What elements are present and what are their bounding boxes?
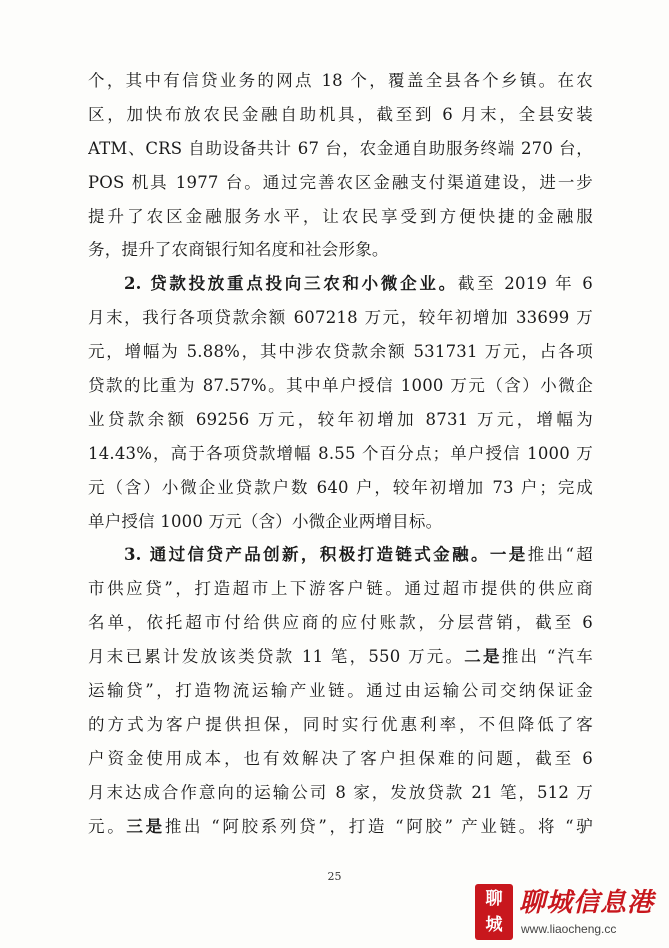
text-line (88, 606, 593, 640)
text-line (88, 403, 593, 437)
text-segment: 个，其中有信贷业务的网点 18 个，覆盖全县各个乡镇。在农 (88, 71, 593, 90)
text-line (88, 708, 593, 742)
text-line (88, 640, 593, 674)
text-line (88, 301, 593, 335)
text-line (88, 742, 593, 776)
text-segment: 务，提升了农商银行知名度和社会形象。 (88, 240, 389, 260)
text-segment: 名单，依托超市付给供应商的应付账款，分层营销，截至 6 (88, 613, 593, 633)
text-line (88, 369, 593, 403)
document-body (88, 64, 593, 843)
text-line (88, 776, 593, 810)
text-line (88, 505, 593, 539)
watermark-url: www.liaocheng.cc (521, 922, 617, 936)
section-heading-line (88, 267, 593, 301)
page-number: 25 (327, 870, 342, 883)
text-line (88, 233, 593, 267)
text-segment: 的方式为客户提供担保，同时实行优惠利率，不但降低了客 (88, 714, 593, 734)
section-heading-line (88, 538, 593, 572)
text-line (88, 437, 593, 471)
text-segment: 元。 (88, 816, 127, 836)
text-segment: 推出“超 (527, 545, 593, 565)
text-segment: 元（含）小微企业贷款户数 640 户，较年初增加 73 户；完成 (88, 477, 593, 497)
text-segment: 提升了农区金融服务水平，让农民享受到方便快捷的金融服 (88, 206, 593, 226)
text-line (88, 132, 593, 166)
text-segment: 市供应贷”，打造超市上下游客户链。通过超市提供的供应商 (88, 579, 593, 599)
watermark-seal: 聊 城 (475, 884, 513, 940)
text-line (88, 810, 593, 844)
bold-text-segment: 二是 (464, 647, 502, 667)
text-line (88, 572, 593, 606)
text-segment: 推出 “汽车 (501, 647, 593, 667)
text-line (88, 200, 593, 234)
text-segment: 月末已累计发放该类贷款 11 笔，550 万元。 (88, 647, 465, 667)
text-segment: 贷款的比重为 87.57%。其中单户授信 1000 万元（含）小微企 (88, 376, 593, 396)
text-segment: 业贷款余额 69256 万元，较年初增加 8731 万元，增幅为 (88, 409, 593, 429)
text-line (88, 674, 593, 708)
text-segment: 户资金使用成本，也有效解决了客户担保难的问题，截至 6 (88, 748, 593, 768)
text-segment: 14.43%，高于各项贷款增幅 8.55 个百分点；单户授信 1000 万 (88, 443, 593, 463)
text-segment: 运输贷”，打造物流运输产业链。通过由运输公司交纳保证金 (88, 681, 593, 701)
bold-text-segment: 三是 (126, 816, 165, 836)
text-line (88, 64, 593, 98)
text-line (88, 471, 593, 505)
watermark-logo-text: 聊城信息港 (519, 888, 655, 918)
text-segment: POS 机具 1977 台。通过完善农区金融支付渠道建设，进一步 (88, 172, 593, 192)
text-line (88, 98, 593, 132)
text-line (88, 166, 593, 200)
text-segment: 单户授信 1000 万元（含）小微企业两增目标。 (88, 511, 443, 531)
text-segment: 区，加快布放农民金融自助机具，截至到 6 月末，全县安装 (88, 104, 593, 124)
text-segment: 月末，我行各项贷款余额 607218 万元，较年初增加 33699 万 (88, 308, 593, 328)
site-watermark (473, 882, 663, 944)
text-segment: 推出 “阿胶系列贷”，打造 “阿胶” 产业链。将 “驴 (164, 816, 593, 836)
text-segment: ATM、CRS 自助设备共计 67 台，农金通自助服务终端 270 台， (88, 138, 593, 158)
bold-text-segment: 3. 通过信贷产品创新，积极打造链式金融。一是 (124, 545, 528, 565)
text-line (88, 335, 593, 369)
text-segment: 截至 2019 年 6 (457, 274, 593, 294)
bold-text-segment: 2. 贷款投放重点投向三农和小微企业。 (124, 274, 458, 294)
text-segment: 元，增幅为 5.88%，其中涉农贷款余额 531731 万元，占各项 (88, 342, 593, 362)
text-segment: 月末达成合作意向的运输公司 8 家，发放贷款 21 笔，512 万 (88, 782, 593, 802)
